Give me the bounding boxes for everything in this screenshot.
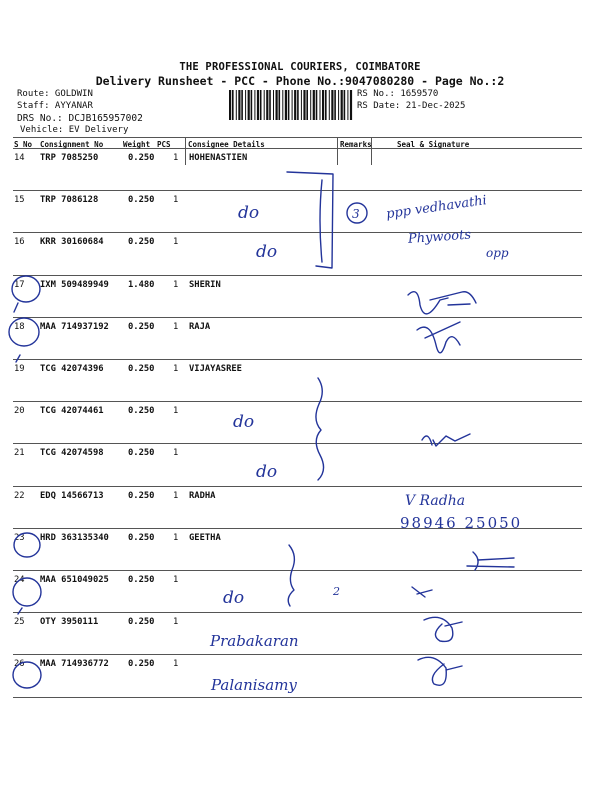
route-label: Route: GOLDWIN <box>17 89 93 99</box>
consignee-name-handwritten: Prabakaran <box>210 632 299 650</box>
pcs-value: 1 <box>173 490 179 501</box>
ditto-mark: do <box>223 588 245 608</box>
table-row <box>13 190 582 232</box>
serial-number: 19 <box>14 364 25 374</box>
serial-number: 14 <box>14 153 25 163</box>
pcs-value: 1 <box>173 279 179 290</box>
barcode-bar <box>320 90 321 120</box>
serial-number: 18 <box>14 321 25 332</box>
consignment-number: MAA 714936772 <box>40 659 109 670</box>
pcs-value: 1 <box>173 195 179 206</box>
serial-number: 15 <box>14 195 25 206</box>
serial-number: 20 <box>14 406 25 417</box>
table-row <box>13 148 582 190</box>
consignment-number: HRD 363135340 <box>40 532 109 543</box>
ditto-mark: do <box>256 462 278 482</box>
consignment-number: MAA 651049025 <box>40 575 109 585</box>
barcode-bar <box>341 90 343 120</box>
barcode-bar <box>279 90 281 120</box>
ditto-mark: do <box>238 203 260 223</box>
table-row <box>13 612 582 654</box>
table-row <box>13 570 582 612</box>
weight-value: 0.250 <box>128 153 155 163</box>
barcode-bar <box>288 90 290 120</box>
table-row <box>13 401 582 443</box>
signature-text: Phywoots <box>407 227 472 247</box>
serial-number: 25 <box>14 617 25 628</box>
barcode-bar <box>260 90 262 120</box>
consignment-number: EDQ 14566713 <box>40 490 104 501</box>
serial-number: 21 <box>14 448 25 459</box>
barcode-bar <box>285 90 287 120</box>
serial-number: 26 <box>14 659 25 670</box>
barcode-bar <box>282 90 283 120</box>
table-row <box>13 443 582 485</box>
phone-number: 98946 25050 <box>400 514 523 532</box>
weight-value: 0.250 <box>128 321 155 332</box>
weight-value: 0.250 <box>128 195 155 206</box>
barcode-bar <box>257 90 259 120</box>
remark-value: 2 <box>333 585 340 598</box>
serial-number: 24 <box>14 575 25 585</box>
consignee-name: HOHENASTIEN <box>189 153 248 163</box>
weight-value: 0.250 <box>128 617 155 628</box>
barcode-bar <box>306 90 308 120</box>
table-row <box>13 232 582 274</box>
consignee-name: VIJAYASREE <box>189 364 242 374</box>
barcode-bar <box>310 90 311 120</box>
vehicle-label: Vehicle: EV Delivery <box>20 125 129 135</box>
barcode-bar <box>316 90 318 120</box>
weight-value: 0.250 <box>128 490 155 501</box>
barcode-bar <box>297 90 299 120</box>
table-row <box>13 317 582 359</box>
barcode-bar <box>276 90 278 120</box>
rs-date: RS Date: 21-Dec-2025 <box>357 101 466 111</box>
barcode-bar <box>329 90 330 120</box>
barcode-bar <box>331 90 333 120</box>
header-pcs: PCS <box>157 140 171 149</box>
header-consignee: Consignee Details <box>188 140 265 149</box>
barcode-bar <box>301 90 302 120</box>
header-sno: S No <box>14 140 33 149</box>
remark-value: 3 <box>352 207 360 221</box>
barcode-bar <box>292 90 293 120</box>
company-title: THE PROFESSIONAL COURIERS, COIMBATORE <box>179 61 421 73</box>
header-weight: Weight <box>123 140 151 149</box>
pcs-value: 1 <box>173 237 179 248</box>
barcode-bar <box>313 90 315 120</box>
consignee-name: SHERIN <box>189 279 221 290</box>
table-row <box>13 654 582 696</box>
barcode-bar <box>236 90 237 120</box>
pcs-value: 1 <box>173 364 179 374</box>
staff-label: Staff: AYYANAR <box>17 101 93 111</box>
barcode-bar <box>334 90 336 120</box>
rs-number: RS No.: 1659570 <box>357 89 439 99</box>
consignment-number: OTY 3950111 <box>40 617 99 628</box>
barcode-bar <box>251 90 253 120</box>
header-consignment: Consignment No <box>40 140 104 149</box>
weight-value: 1.480 <box>128 279 155 290</box>
consignment-number: KRR 30160684 <box>40 237 104 248</box>
header-signature: Seal & Signature <box>397 140 470 149</box>
barcode-bar <box>344 90 346 120</box>
weight-value: 0.250 <box>128 659 155 670</box>
drs-number: DRS No.: DCJB165957002 <box>17 113 143 124</box>
pcs-value: 1 <box>173 532 179 543</box>
barcode-bar <box>229 90 231 120</box>
barcode-bar <box>273 90 274 120</box>
barcode-bar <box>241 90 243 120</box>
consignment-number: TCG 42074396 <box>40 364 104 374</box>
serial-number: 17 <box>14 279 25 290</box>
consignee-name-handwritten: Palanisamy <box>211 676 297 694</box>
weight-value: 0.250 <box>128 448 155 459</box>
signature-text: V Radha <box>405 493 466 509</box>
pcs-value: 1 <box>173 575 179 585</box>
weight-value: 0.250 <box>128 575 155 585</box>
table-row <box>13 359 582 401</box>
ditto-mark: do <box>256 242 278 262</box>
consignee-name: RADHA <box>189 490 216 501</box>
row-divider <box>13 697 582 698</box>
pcs-value: 1 <box>173 321 179 332</box>
consignment-number: IXM 509489949 <box>40 279 109 290</box>
barcode-bar <box>303 90 305 120</box>
consignee-name: RAJA <box>189 321 211 332</box>
runsheet-title: Delivery Runsheet - PCC - Phone No.:9047080280 - Page No.:2 <box>95 74 505 88</box>
table-row <box>13 486 582 528</box>
weight-value: 0.250 <box>128 406 155 417</box>
table-row <box>13 528 582 570</box>
pcs-value: 1 <box>173 406 179 417</box>
consignment-number: TCG 42074598 <box>40 448 104 459</box>
signature-text: ppp vedhavathi <box>385 193 488 223</box>
weight-value: 0.250 <box>128 532 155 543</box>
barcode-bar <box>347 90 348 120</box>
runsheet-table <box>13 137 582 700</box>
barcode-bar <box>325 90 327 120</box>
consignment-number: TRP 7086128 <box>40 195 99 206</box>
weight-value: 0.250 <box>128 364 155 374</box>
pcs-value: 1 <box>173 448 179 459</box>
ditto-mark: do <box>233 412 255 432</box>
barcode-bar <box>238 90 240 120</box>
consignee-name: GEETHA <box>189 532 221 543</box>
pcs-value: 1 <box>173 153 179 163</box>
serial-number: 16 <box>14 237 25 248</box>
barcode-bar <box>248 90 250 120</box>
header-remarks: Remarks <box>340 140 372 149</box>
barcode-bar <box>322 90 324 120</box>
barcode <box>229 90 353 120</box>
signature-text: opp <box>486 246 509 260</box>
barcode-bar <box>269 90 271 120</box>
barcode-bar <box>264 90 265 120</box>
barcode-bar <box>245 90 246 120</box>
barcode-bar <box>338 90 339 120</box>
barcode-bar <box>232 90 234 120</box>
consignment-number: MAA 714937192 <box>40 321 109 332</box>
consignment-number: TCG 42074461 <box>40 406 104 417</box>
serial-number: 22 <box>14 490 25 501</box>
barcode-bar <box>254 90 255 120</box>
consignment-number: TRP 7085250 <box>40 153 99 163</box>
barcode-bar <box>294 90 296 120</box>
barcode-bar <box>350 90 352 120</box>
serial-number: 23 <box>14 532 25 543</box>
pcs-value: 1 <box>173 659 179 670</box>
table-row <box>13 275 582 317</box>
barcode-bar <box>266 90 268 120</box>
weight-value: 0.250 <box>128 237 155 248</box>
pcs-value: 1 <box>173 617 179 628</box>
